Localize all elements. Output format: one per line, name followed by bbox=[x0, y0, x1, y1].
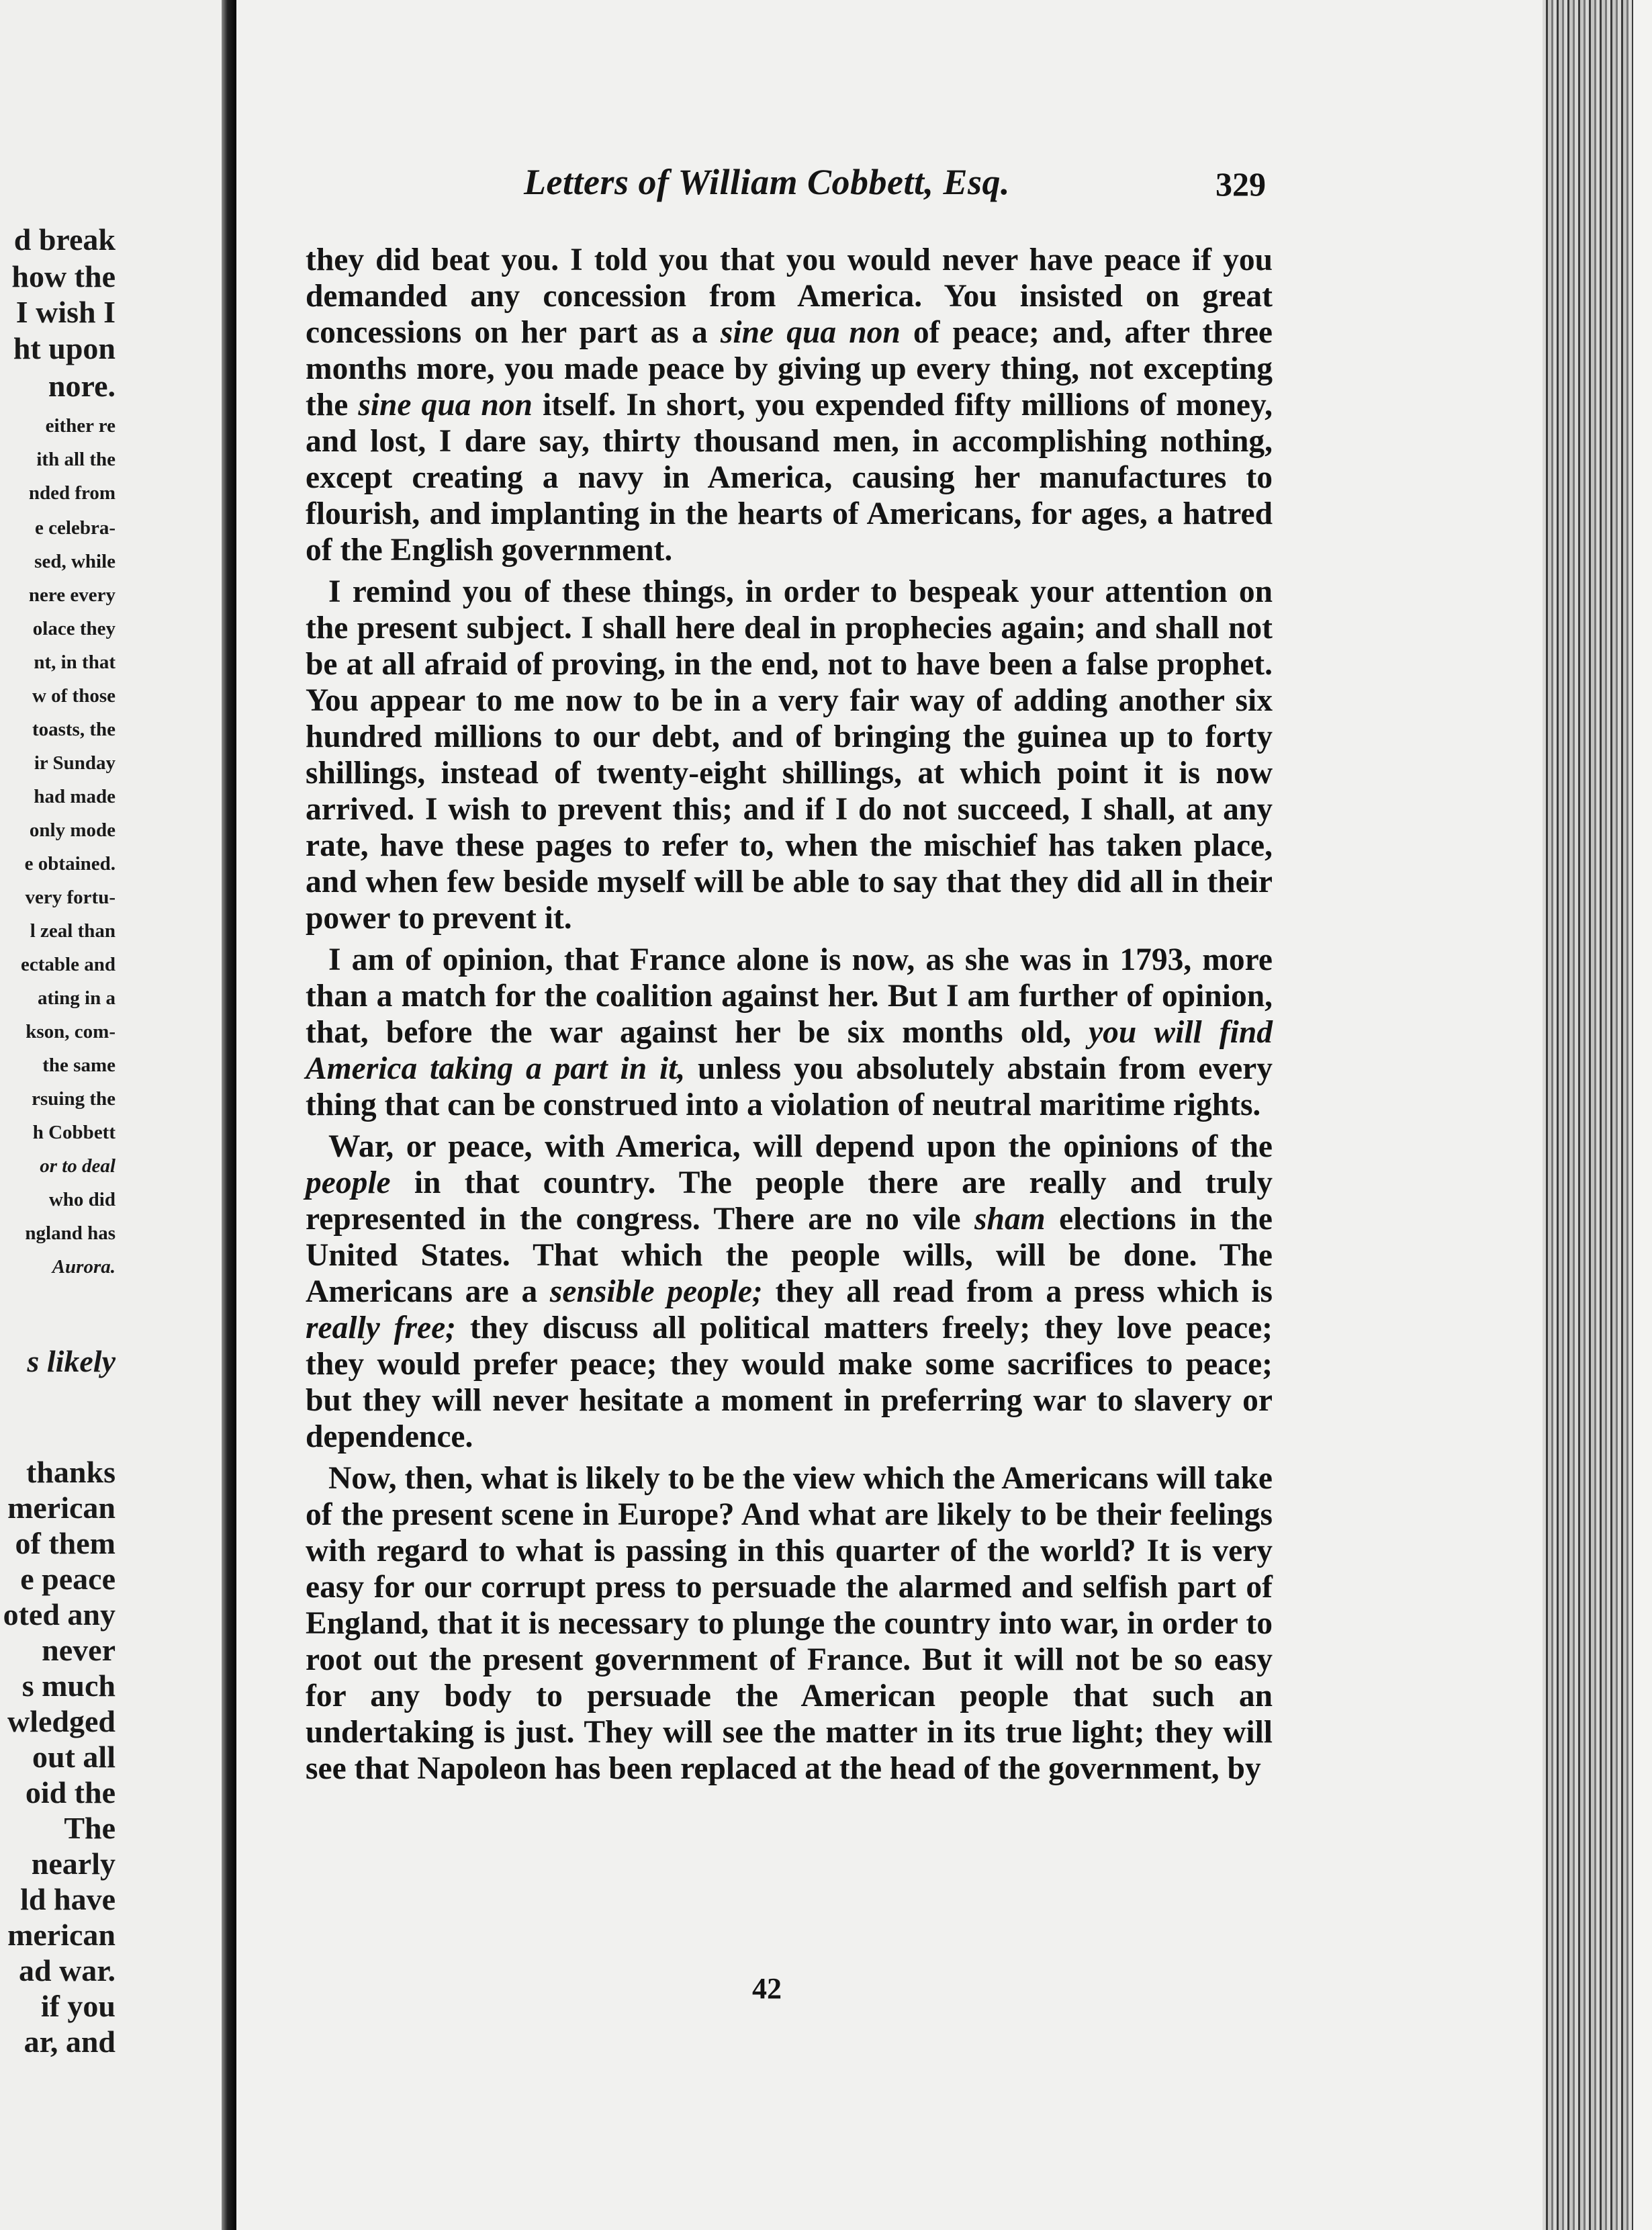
facing-page-fragment: nore. bbox=[48, 369, 116, 403]
paragraph-5: Now, then, what is likely to be the view which the Americans will take of the present scene in Europe? And what are likely to be their feelings with regard to what is passing in this quarter of the world? It is very easy for our corrupt press to persuade the alarmed and selfish part of England, that it is necessary to plunge the country into war, in order to root out the present government of France. But it will not be so easy for any body to persuade the American people that such an undertaking is just. They will see the matter in its true light; they will see that Napoleon has been replaced at the head of the government, by bbox=[306, 1461, 1273, 1786]
facing-page-fragment: nearly bbox=[31, 1846, 116, 1881]
facing-page-fragment: if you bbox=[40, 1989, 116, 2023]
facing-page-fragment: ectable and bbox=[21, 954, 116, 975]
facing-page-fragment: The bbox=[64, 1811, 116, 1845]
paragraph-1: they did beat you. I told you that you would never have peace if you demanded any concession from America. You insisted on great concessions on her part as a sine qua non of peace; and, after three months more, you made peace by giving up every thing, not excepting the sine qua non itself. In short, you expended fifty millions of money, and lost, I dare say, thirty thousand men, in accomplishing nothing, except creating a navy in America, causing her manufactures to flourish, and implanting in the hearts of Americans, for ages, a hatred of the English government. bbox=[306, 242, 1273, 568]
facing-page-fragment: either re bbox=[45, 415, 116, 437]
facing-page-fragment: thanks bbox=[26, 1455, 116, 1489]
facing-page-fragment: very fortu- bbox=[25, 887, 116, 908]
facing-page-fragment: oid the bbox=[25, 1775, 116, 1810]
facing-page-fragment: e peace bbox=[20, 1562, 116, 1596]
paragraph-3: I am of opinion, that France alone is now, as she was in 1793, more than a match for the coalition against her. But I am further of opinion, that, before the war against her be six months old, you will find America taking a part in it, unless you absolutely abstain from every thing that can be construed into a violation of neutral maritime rights. bbox=[306, 942, 1273, 1122]
running-title: Letters of William Cobbett, Esq. bbox=[524, 162, 1011, 202]
facing-page-fragment: out all bbox=[32, 1740, 116, 1774]
facing-page-fragment: s likely bbox=[27, 1344, 116, 1378]
facing-page-fragment: wledged bbox=[7, 1704, 116, 1738]
facing-page-fragment: oted any bbox=[3, 1597, 116, 1632]
facing-page-fragment: I wish I bbox=[15, 295, 116, 329]
facing-page-fragment: ar, and bbox=[24, 2024, 116, 2059]
facing-page-fragment: ith all the bbox=[36, 449, 116, 470]
facing-page-left bbox=[0, 0, 222, 2230]
facing-page-fragment: of them bbox=[15, 1526, 116, 1560]
facing-page-fragment: e celebra- bbox=[35, 517, 116, 539]
facing-page-fragment: merican bbox=[7, 1490, 116, 1525]
facing-page-fragment: olace they bbox=[32, 618, 116, 639]
page-number: 329 bbox=[1215, 165, 1266, 203]
facing-page-fragment: Aurora. bbox=[52, 1256, 116, 1278]
facing-page-fragment: who did bbox=[48, 1189, 116, 1210]
facing-page-fragment: ad war. bbox=[19, 1953, 116, 1988]
page-edges bbox=[1543, 0, 1652, 2230]
facing-page-fragment: never bbox=[42, 1633, 116, 1667]
facing-page-fragment: ld have bbox=[20, 1882, 116, 1916]
facing-page-fragment: l zeal than bbox=[30, 920, 116, 942]
facing-page-fragment: nded from bbox=[28, 482, 116, 504]
facing-page-fragment: had made bbox=[34, 786, 116, 807]
facing-page-fragment: nere every bbox=[28, 584, 116, 606]
facing-page-fragment: how the bbox=[11, 259, 116, 294]
facing-page-fragment: ngland has bbox=[25, 1222, 116, 1244]
paragraph-2: I remind you of these things, in order to bespeak your attention on the present subject. I shall here deal in prophecies again; and shall not be at all afraid of proving, in the end, not to have been a false prophet. You appear to me now to be in a very fair way of adding another six hundred millions to our debt, and of bringing the guinea up to forty shillings, instead of twenty-eight shillings, at which point it is now arrived. I wish to prevent this; and if I do not succeed, I shall, at any rate, have these pages to refer to, when the mischief has taken place, and when few beside myself will be able to say that they did all in their power to prevent it. bbox=[306, 574, 1273, 936]
facing-page-fragment: ht upon bbox=[13, 331, 116, 365]
facing-page-fragment: only mode bbox=[29, 819, 116, 841]
facing-page-fragment: sed, while bbox=[34, 551, 116, 572]
facing-page-fragment: d break bbox=[13, 222, 116, 257]
facing-page-fragment: ir Sunday bbox=[34, 752, 116, 774]
facing-page-fragment: nt, in that bbox=[34, 652, 116, 673]
paragraph-4: War, or peace, with America, will depend upon the opinions of the people in that country. The people there are really and truly represented in the congress. There are no vile sham elections in the United States. That which the people wills, will be done. The Americans are a sensible people; they all read from a press which is really free; they discuss all political matters freely; they love peace; they would prefer peace; they would make some sacrifices to peace; but they will never hesitate a moment in preferring war to slavery or dependence. bbox=[306, 1129, 1273, 1454]
facing-page-fragment: kson, com- bbox=[26, 1021, 116, 1042]
facing-page-fragment: ating in a bbox=[37, 987, 116, 1009]
facing-page-fragment: merican bbox=[7, 1918, 116, 1952]
signature-mark: 42 bbox=[752, 1972, 782, 2005]
book-gutter bbox=[222, 0, 236, 2230]
facing-page-fragment: or to deal bbox=[40, 1155, 116, 1177]
facing-page-fragment: toasts, the bbox=[32, 719, 116, 740]
facing-page-fragment: the same bbox=[42, 1055, 116, 1076]
facing-page-fragment: w of those bbox=[32, 685, 116, 707]
facing-page-fragment: s much bbox=[21, 1668, 116, 1703]
facing-page-fragment: e obtained. bbox=[24, 853, 116, 875]
facing-page-fragment: rsuing the bbox=[32, 1088, 116, 1110]
facing-page-fragment: h Cobbett bbox=[32, 1122, 116, 1143]
page-body bbox=[306, 242, 1273, 1792]
